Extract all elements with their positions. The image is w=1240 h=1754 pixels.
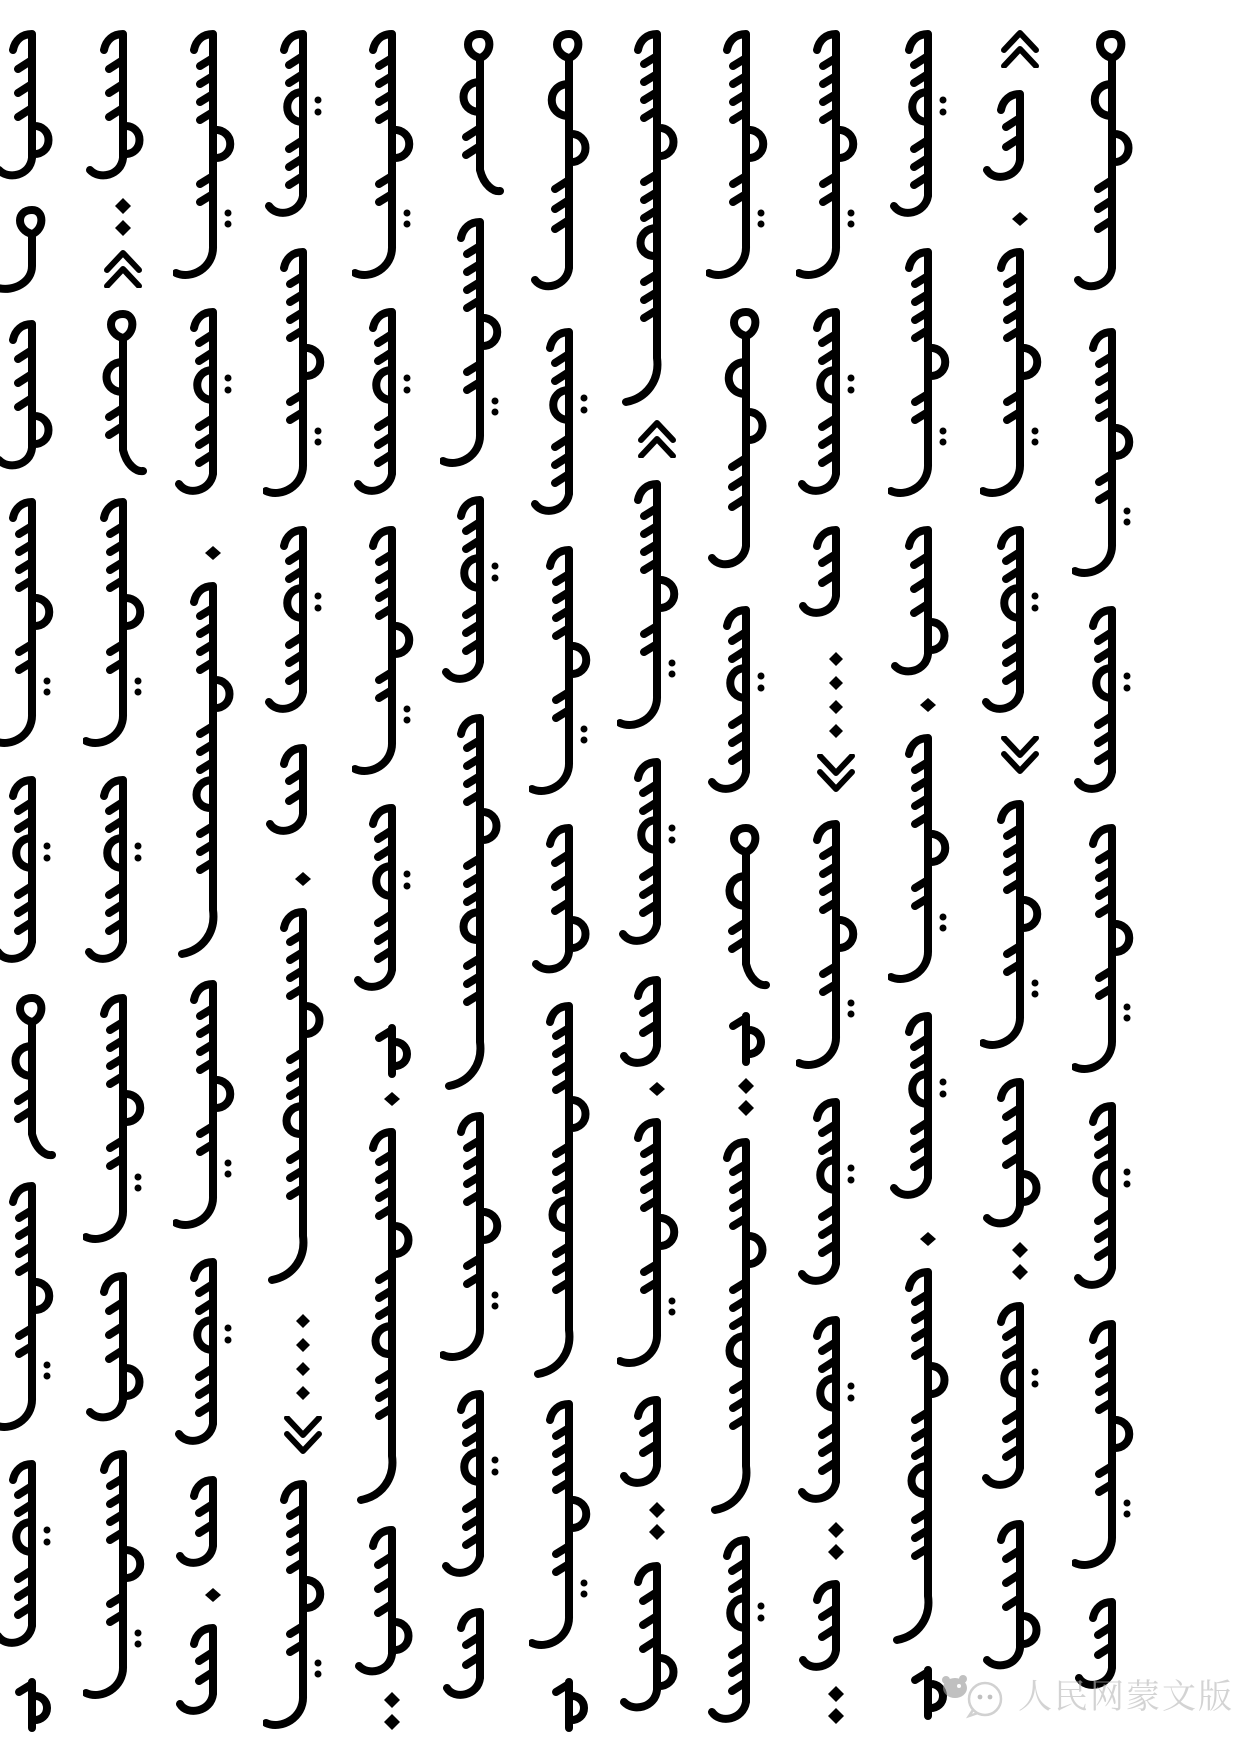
mongolian-word-glyph bbox=[706, 822, 770, 992]
mongolian-word-glyph bbox=[263, 906, 327, 1286]
punctuation-ell bbox=[796, 652, 860, 740]
mongolian-word-glyph bbox=[888, 1010, 952, 1210]
mongolian-word-glyph bbox=[0, 1676, 56, 1736]
mongolian-word-glyph bbox=[352, 1126, 416, 1506]
mongolian-word-glyph bbox=[440, 1110, 504, 1370]
punctuation-oq bbox=[83, 248, 147, 288]
mongolian-word-glyph bbox=[980, 88, 1044, 188]
punctuation-colon bbox=[980, 1242, 1044, 1280]
mongolian-word-glyph bbox=[0, 206, 56, 296]
mongolian-word-glyph bbox=[888, 732, 952, 992]
mongolian-word-glyph bbox=[888, 28, 952, 228]
mongolian-word-glyph bbox=[173, 1622, 237, 1722]
punctuation-dot bbox=[888, 698, 952, 712]
mongolian-word-glyph bbox=[263, 246, 327, 506]
punctuation-ell bbox=[263, 1314, 327, 1402]
text-column-8 bbox=[617, 28, 681, 1720]
mongolian-word-glyph bbox=[980, 1518, 1044, 1678]
mongolian-word-glyph bbox=[173, 978, 237, 1238]
mongolian-word-glyph bbox=[0, 774, 56, 974]
mongolian-word-glyph bbox=[617, 974, 681, 1074]
mongolian-word-glyph bbox=[617, 1560, 681, 1720]
mongolian-word-glyph bbox=[352, 1022, 416, 1082]
mongolian-word-glyph bbox=[440, 216, 504, 476]
punctuation-colon bbox=[83, 198, 147, 236]
text-column-4 bbox=[263, 28, 327, 1738]
mongolian-word-glyph bbox=[888, 1266, 952, 1646]
punctuation-dot bbox=[263, 872, 327, 886]
mongolian-word-glyph bbox=[440, 712, 504, 1092]
mongolian-word-glyph bbox=[0, 1180, 56, 1440]
mongolian-word-glyph bbox=[617, 478, 681, 738]
punctuation-colon bbox=[706, 1078, 770, 1116]
mongolian-word-glyph bbox=[888, 524, 952, 684]
punctuation-oq bbox=[617, 418, 681, 458]
mongolian-word-glyph bbox=[173, 28, 237, 288]
punctuation-colon bbox=[617, 1502, 681, 1540]
mongolian-word-glyph bbox=[0, 1458, 56, 1658]
mongolian-word-glyph bbox=[440, 494, 504, 694]
punctuation-dot bbox=[173, 1588, 237, 1602]
mongolian-word-glyph bbox=[529, 544, 593, 804]
mongolian-word-glyph bbox=[617, 1116, 681, 1376]
text-column-7 bbox=[529, 28, 593, 1736]
mongolian-word-glyph bbox=[1072, 1318, 1136, 1578]
mongolian-word-glyph bbox=[263, 1478, 327, 1738]
punctuation-colon bbox=[796, 1522, 860, 1560]
watermark bbox=[938, 1666, 1234, 1720]
mongolian-word-glyph bbox=[796, 1578, 860, 1678]
text-column-6 bbox=[440, 28, 504, 1706]
mongolian-word-glyph bbox=[263, 742, 327, 842]
watermark-text: 人民网蒙文版 bbox=[1018, 1677, 1234, 1716]
mongolian-word-glyph bbox=[796, 1096, 860, 1296]
mongolian-word-glyph bbox=[980, 246, 1044, 506]
text-column-2 bbox=[83, 28, 147, 1708]
mongolian-word-glyph bbox=[796, 28, 860, 288]
mongolian-word-glyph bbox=[1072, 326, 1136, 586]
mongolian-word-glyph bbox=[980, 798, 1044, 1058]
mongolian-word-glyph bbox=[617, 28, 681, 408]
text-column-9 bbox=[706, 28, 770, 1734]
mongolian-word-glyph bbox=[352, 28, 416, 288]
mongolian-word-glyph bbox=[173, 1256, 237, 1456]
mongolian-word-glyph bbox=[83, 774, 147, 974]
mongolian-word-glyph bbox=[796, 524, 860, 624]
punctuation-dot bbox=[980, 212, 1044, 226]
mongolian-word-glyph bbox=[173, 580, 237, 960]
mongolian-word-glyph bbox=[980, 1076, 1044, 1236]
mongolian-word-glyph bbox=[529, 822, 593, 982]
mongolian-word-glyph bbox=[529, 28, 593, 308]
mongolian-word-glyph bbox=[706, 28, 770, 288]
punctuation-dot bbox=[617, 1082, 681, 1096]
mongolian-word-glyph bbox=[706, 604, 770, 804]
mongolian-word-glyph bbox=[529, 1000, 593, 1380]
mongolian-word-glyph bbox=[83, 992, 147, 1252]
mongolian-word-glyph bbox=[263, 524, 327, 724]
mongolian-word-glyph bbox=[83, 28, 147, 188]
mongolian-word-glyph bbox=[352, 524, 416, 784]
mongolian-word-glyph bbox=[1072, 1100, 1136, 1300]
mongolian-word-glyph bbox=[617, 1394, 681, 1494]
mongolian-word-glyph bbox=[440, 1606, 504, 1706]
punctuation-colon bbox=[352, 1692, 416, 1730]
punctuation-dot bbox=[888, 1232, 952, 1246]
text-column-11 bbox=[888, 28, 952, 1724]
mongolian-word-glyph bbox=[173, 1474, 237, 1574]
mongolian-word-glyph bbox=[83, 1270, 147, 1430]
mongolian-word-glyph bbox=[440, 1388, 504, 1588]
mongolian-word-glyph bbox=[352, 802, 416, 1002]
text-column-13 bbox=[1072, 28, 1136, 1696]
mongolian-word-glyph bbox=[1072, 604, 1136, 804]
punctuation-dot bbox=[173, 546, 237, 560]
mongolian-word-glyph bbox=[529, 1398, 593, 1658]
mongolian-word-glyph bbox=[980, 1300, 1044, 1500]
mongolian-word-glyph bbox=[83, 308, 147, 478]
mongolian-word-glyph bbox=[706, 1534, 770, 1734]
text-column-12 bbox=[980, 28, 1044, 1678]
mongolian-word-glyph bbox=[706, 306, 770, 586]
mongolian-word-glyph bbox=[706, 1136, 770, 1516]
mongolian-word-glyph bbox=[83, 1448, 147, 1708]
text-column-3 bbox=[173, 28, 237, 1722]
mongolian-word-glyph bbox=[796, 818, 860, 1078]
mongolian-word-glyph bbox=[173, 306, 237, 506]
mongolian-word-glyph bbox=[263, 28, 327, 228]
punctuation-cq bbox=[980, 736, 1044, 776]
mongolian-word-glyph bbox=[352, 1524, 416, 1684]
mongolian-word-glyph bbox=[796, 1314, 860, 1514]
mongolian-word-glyph bbox=[529, 326, 593, 526]
mongolian-word-glyph bbox=[0, 992, 56, 1162]
mongolian-word-glyph bbox=[1072, 28, 1136, 308]
punctuation-cq bbox=[796, 754, 860, 794]
text-column-5 bbox=[352, 28, 416, 1730]
mongolian-word-glyph bbox=[0, 318, 56, 478]
mongolian-word-glyph bbox=[706, 1010, 770, 1070]
text-column-10 bbox=[796, 28, 860, 1724]
punctuation-oq bbox=[980, 28, 1044, 68]
punctuation-colon bbox=[796, 1686, 860, 1724]
text-column-1 bbox=[0, 28, 56, 1736]
mongolian-word-glyph bbox=[980, 524, 1044, 724]
mongolian-word-glyph bbox=[352, 306, 416, 506]
watermark-logo-icon bbox=[938, 1666, 1012, 1720]
mongolian-word-glyph bbox=[440, 28, 504, 198]
mongolian-word-glyph bbox=[888, 246, 952, 506]
mongolian-word-glyph bbox=[0, 496, 56, 756]
punctuation-dot bbox=[352, 1092, 416, 1106]
punctuation-cq bbox=[263, 1416, 327, 1456]
mongolian-word-glyph bbox=[0, 28, 56, 188]
mongolian-word-glyph bbox=[83, 496, 147, 756]
mongolian-word-glyph bbox=[796, 306, 860, 506]
mongolian-word-glyph bbox=[1072, 822, 1136, 1082]
mongolian-word-glyph bbox=[617, 756, 681, 956]
mongolian-word-glyph bbox=[529, 1676, 593, 1736]
